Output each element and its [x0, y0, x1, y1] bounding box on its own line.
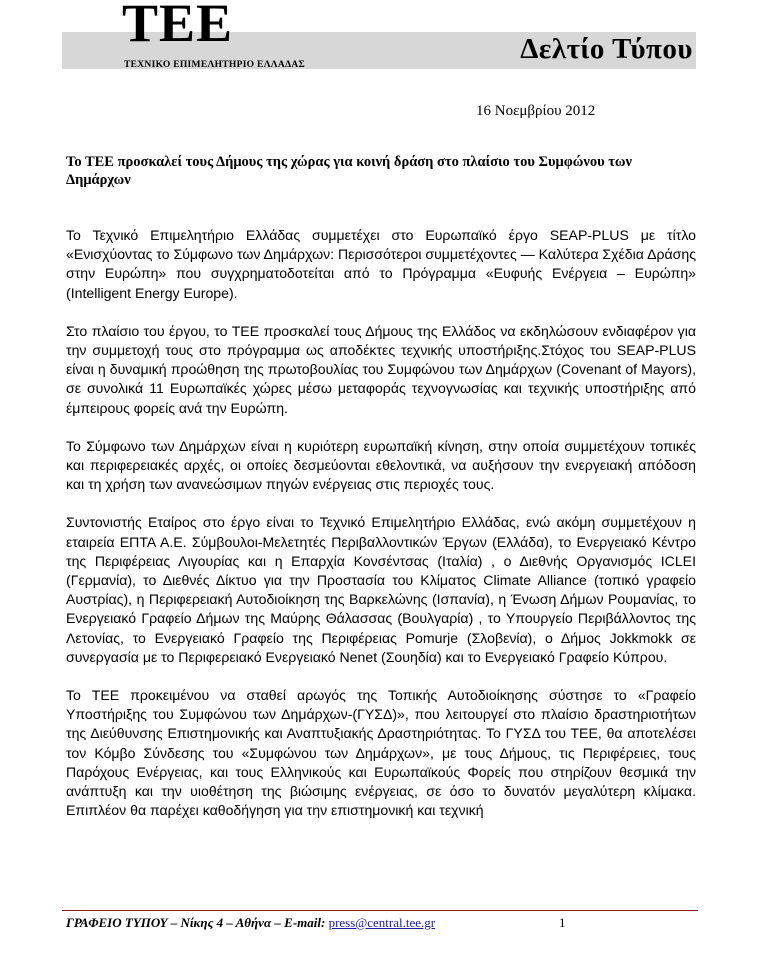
email-link[interactable]: press@central.tee.gr: [328, 915, 436, 930]
paragraph: Το ΤΕΕ προκειμένου να σταθεί αρωγός της Τοπικής Αυτοδιοίκησης σύστησε το «Γραφείο Υποστήριξης του Συμφώνου των Δημάρχων-(ΓΥΣΔ)», που λειτουργεί στο πλαίσιο δραστηριοτήτων της Διεύθυνσης Επιστημονικής και Αναπτυξιακής Δραστηριότητας. Το ΓΥΣΔ του ΤΕΕ, θα αποτελέσει τον Κόμβο Σύνδεσης του «Συμφώνου των Δημάρχων», με τους Δήμους, τις Περιφέρειες, τους Παρόχους Ενέργειας, και τους Ελληνικούς και Ευρωπαϊκούς Φορείς που στηρίζουν θεσμικά την ανάπτυξη και την υιοθέτηση της βιώσιμης ενέργειας, σε όσο το δυνατόν μεγαλύτερη κλίμακα. Επιπλέον θα παρέχει καθοδήγηση για την επιστημονική και τεχνική: [66, 687, 696, 819]
paragraph: Στο πλαίσιο του έργου, το ΤΕΕ προσκαλεί τους Δήμους της Ελλάδος να εκδηλώσουν ενδιαφέρον για την συμμετοχή τους στο πρόγραμμα ως αποδέκτες τεχνικής υποστήριξης.Στόχος του SEAP-PLUS είναι η δυναμική προώθηση της πρωτοβουλίας του Συμφώνου των Δημάρχων (Covenant of Mayors), σε συνολικά 11 Ευρωπαϊκές χώρες μέσω μεταφοράς τεχνογνωσίας και τεχνικής υποστήριξης από έμπειρους φορείς ανά την Ευρώπη.: [66, 322, 696, 416]
tee-logo: TEE: [122, 0, 234, 53]
release-date: 16 Νοεμβρίου 2012: [476, 103, 596, 119]
footer: [66, 915, 435, 931]
page-number: 1: [559, 915, 566, 930]
body-text: [66, 226, 696, 839]
footer-contact: ΓΡΑΦΕΙΟ ΤΥΠΟΥ – Νίκης 4 – Αθήνα – E-mail:: [66, 915, 329, 930]
logo-subtitle: ΤΕΧΝΙΚΟ ΕΠΙΜΕΛΗΤΗΡΙΟ ΕΛΛΑΔΑΣ: [124, 60, 305, 70]
press-release-title: Δελτίο Τύπου: [520, 33, 693, 65]
footer-divider: [62, 910, 698, 911]
headline: Το ΤΕΕ προσκαλεί τους Δήμους της χώρας για κοινή δράση στο πλαίσιο του Συμφώνου των Δημάρχων: [66, 154, 633, 188]
paragraph: Το Σύμφωνο των Δημάρχων είναι η κυριότερη ευρωπαϊκή κίνηση, στην οποία συμμετέχουν τοπικές και περιφερειακές αρχές, οι οποίες δεσμεύονται εθελοντικά, να αυξήσουν την ενεργειακή απόδοση και τη χρήση των ανανεώσιμων πηγών ενέργειας στις περιοχές τους.: [66, 437, 696, 493]
paragraph: Το Τεχνικό Επιμελητήριο Ελλάδας συμμετέχει στο Ευρωπαϊκό έργο SEAP-PLUS με τίτλο «Ενισχύοντας το Σύμφωνο των Δημάρχων: Περισσότεροι συμμετέχοντες — Καλύτερα Σχέδια Δράσης στην Ευρώπη» που συγχρηματοδοτείται από το Πρόγραμμα «Ευφυής Ενέργεια – Ευρώπη» (Intelligent Energy Europe).: [66, 227, 696, 301]
paragraph: Συντονιστής Εταίρος στο έργο είναι το Τεχνικό Επιμελητήριο Ελλάδας, ενώ ακόμη συμμετέχουν η εταιρεία ΕΠΤΑ Α.Ε. Σύμβουλοι-Μελετητές Περιβαλλοντικών Έργων (Ελλάδα), το Ενεργειακό Κέντρο της Περιφέρειας Λιγουρίας και η Επαρχία Κονσέντσας (Ιταλία) , ο Διεθνής Οργανισμός ICLEI (Γερμανία), το Διεθνές Δίκτυο για την Προστασία του Κλίματος Climate Alliance (τοπικό γραφείο Αυστρίας), η Περιφερειακή Αυτοδιοίκηση της Βαρκελώνης (Ισπανία), η Ένωση Δήμων Ρουμανίας, το Ενεργειακό Γραφείο Δήμων της Μαύρης Θάλασσας (Βουλγαρία) , το Υπουργείο Περιβάλλοντος της Λετονίας, το Ενεργειακό Γραφείο της Περιφέρειας Pomurje (Σλοβενία), ο Δήμος Jokkmokk σε συνεργασία με το Περιφερειακό Ενεργειακό Nenet (Σουηδία) και το Ενεργειακό Γραφείο Κύπρου.: [66, 514, 696, 665]
